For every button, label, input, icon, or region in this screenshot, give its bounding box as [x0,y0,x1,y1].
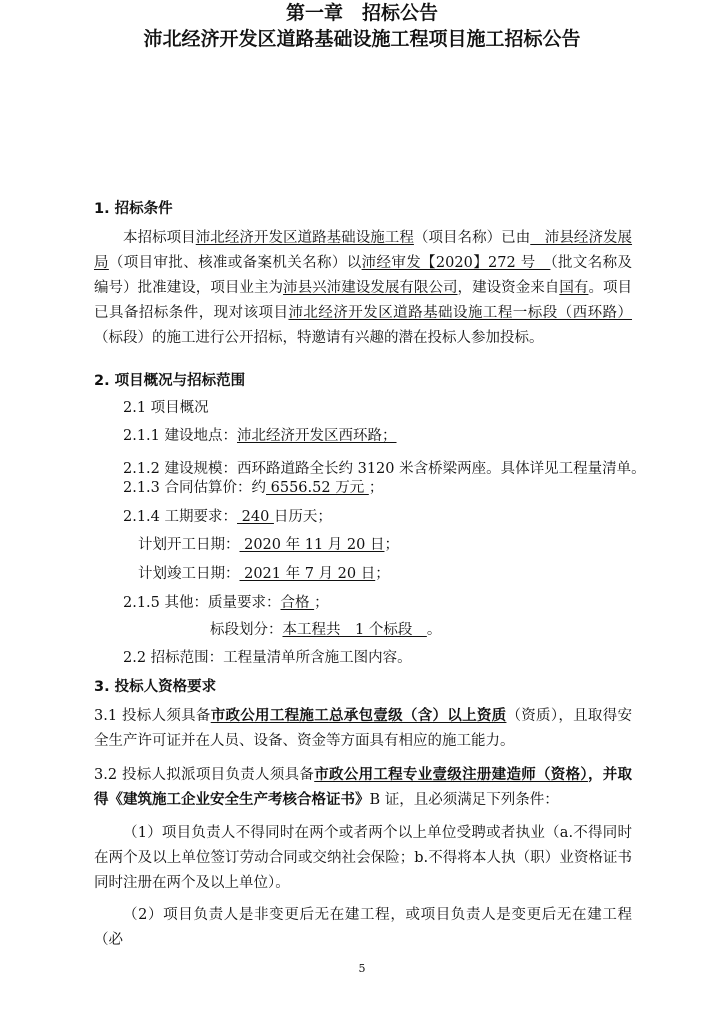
owner: 沛县兴沛建设发展有限公司 [283,280,458,296]
label: 计划开工日期： [138,537,240,553]
chapter-title: 第一章 招标公告 [285,2,438,24]
section-1-heading: 1. 招标条件 [94,201,173,217]
approver: 沛县经济发展局 [94,230,633,271]
section-3-heading: 3. 投标人资格要求 [94,679,217,695]
value: 2021 年 7 月 20 日 [239,566,376,582]
item-2-1-3 [123,478,383,498]
value: 2020 年 11 月 20 日 [239,537,385,553]
section-1-paragraph [94,226,632,351]
text: ； [384,537,399,553]
item-2-1-5 [123,593,329,613]
text: （批文名称及编号）批准建设，项目业主为 [94,255,633,296]
text: （标段）的施工进行公开招标，特邀请有兴趣的潜在投标人参加投标。 [94,330,544,346]
condition-1: （1）项目负责人不得同时在两个或者两个以上单位受聘或者执业（a.不得同时在两个及以上单位签订劳动合同或交纳社会保险；b.不得将本人执（职）业资格证书同时注册在两个及以上单位）。 [94,825,632,891]
document-title: 沛北经济开发区道路基础设施工程项目施工招标公告 [143,28,581,50]
section-name: 沛北经济开发区道路基础设施工程一标段（西环路） [288,305,633,321]
start-date [138,535,399,555]
project-name: 沛北经济开发区道路基础设施工程 [195,230,414,246]
approval-number: 沛经审发【2020】272 号 [361,255,551,271]
value: 沛北经济开发区西环路； [237,428,397,444]
text: ，建设资金来自 [457,280,560,296]
item-2-1-1 [123,426,397,446]
text: （项目审批、核准或备案机关名称）以 [108,255,362,271]
text: （资质），且取得安全生产许可证并在人员、设备、资金等方面具有相应的施工能力。 [94,708,633,749]
text: （项目名称）已由 [413,230,531,246]
section-division [210,620,441,640]
text: 3.2 投标人拟派项目负责人须具备 [94,767,315,783]
item-2-1-4 [123,507,332,527]
item-3-2 [94,763,632,813]
text: 本招标项目 [123,230,196,246]
text: ； [375,566,390,582]
label: 标段划分： [210,622,283,638]
item-2-1-2: 2.1.2 建设规模：西环路道路全长约 3120 米含桥梁两座。具体详见工程量清单。 [123,461,646,477]
text: B 证，且必须满足下列条件： [369,792,559,808]
label: 计划竣工日期： [138,566,240,582]
text: 日历天； [273,509,332,525]
label: 2.1.4 工期要求： [123,509,238,525]
end-date [138,564,390,584]
page-number: 5 [358,962,366,975]
value: 本工程共 1 个标段 [282,622,427,638]
qualification: 市政公用工程施工总承包壹级（含）以上资质 [210,708,507,724]
label: 2.1.3 合同估算价：约 [123,480,267,496]
item-2-2: 2.2 招标范围：工程量清单所含施工图内容。 [123,650,412,666]
text: ； [368,480,384,496]
label: 2.1.1 建设地点： [123,428,238,444]
value: 240 [237,509,274,525]
section-2-heading: 2. 项目概况与招标范围 [94,373,246,389]
text: 3.1 投标人须具备 [94,708,211,724]
text: 。项目已具备招标条件，现对该项目 [94,280,633,321]
item-2-1: 2.1 项目概况 [123,400,209,416]
value: 合格 [280,595,315,611]
value: 6556.52 万元 [266,480,369,496]
item-3-1 [94,704,632,754]
text: ，并取得《建筑施工企业安全生产考核合格证书》 [94,767,633,808]
text: ； [314,595,329,611]
text: 。 [426,622,442,638]
qualification: 市政公用工程专业壹级注册建造师（资格） [314,767,588,783]
condition-2: （2）项目负责人是非变更后无在建工程，或项目负责人是变更后无在建工程（必 [94,907,632,948]
label: 2.1.5 其他：质量要求： [123,595,281,611]
fund-source: 国有 [559,280,589,296]
